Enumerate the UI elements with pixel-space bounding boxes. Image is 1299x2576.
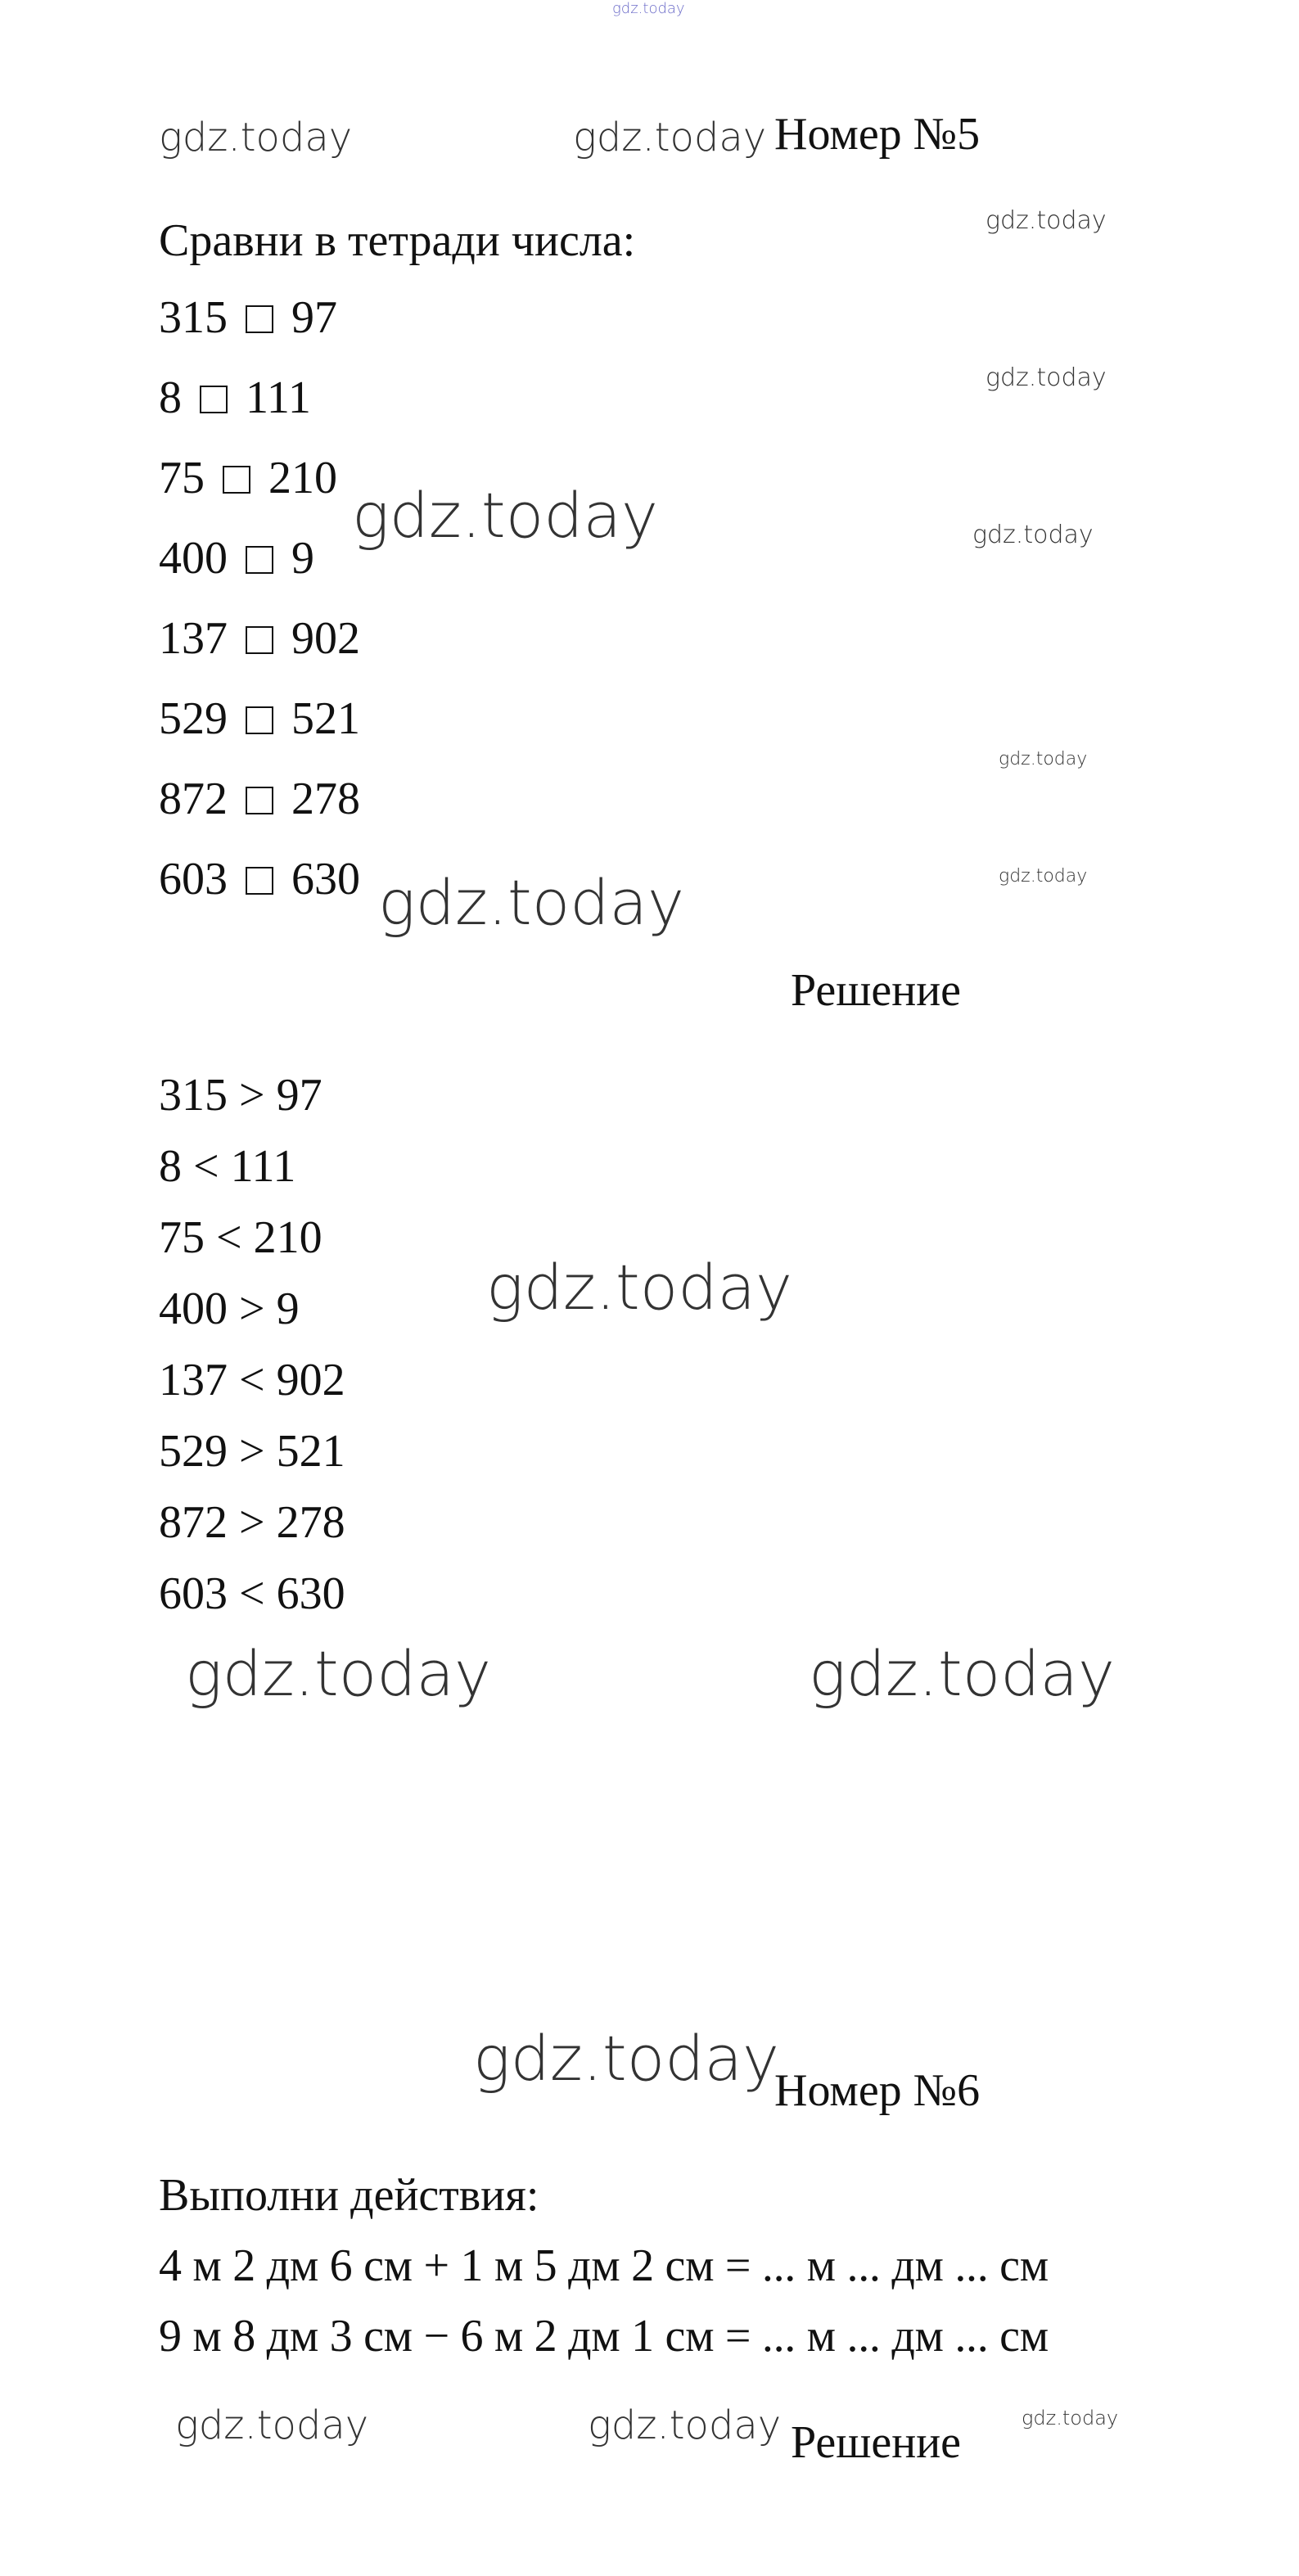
watermark: gdz.today (612, 0, 685, 17)
answer-line: 400 > 9 (159, 1283, 300, 1334)
watermark: gdz.today (486, 1251, 792, 1324)
answer-line: 315 > 97 (159, 1070, 322, 1121)
task5-solution-label: Решение (791, 965, 962, 1016)
watermark: gdz.today (999, 866, 1088, 886)
watermark: gdz.today (185, 1637, 491, 1710)
answer-line: 872 > 278 (159, 1497, 345, 1548)
answer-line: 8 < 111 (159, 1141, 296, 1192)
task6-line: 9 м 8 дм 3 см − 6 м 2 дм 1 см = ... м ... дм ... см (159, 2311, 1049, 2362)
comparison-row: 137 902 (159, 613, 360, 664)
comparison-box (246, 787, 273, 814)
comparison-row: 529 521 (159, 693, 360, 744)
comparison-box (246, 867, 273, 895)
watermark: gdz.today (809, 1637, 1115, 1710)
task5-instruction: Сравни в тетради числа: (159, 215, 636, 266)
comparison-box (223, 466, 250, 494)
answer-line: 529 > 521 (159, 1426, 345, 1477)
comparison-row: 872 278 (159, 774, 360, 824)
watermark: gdz.today (352, 479, 658, 552)
comparison-row: 400 9 (159, 533, 314, 584)
watermark: gdz.today (972, 521, 1094, 549)
answer-line: 603 < 630 (159, 1568, 345, 1619)
watermark: gdz.today (573, 115, 767, 160)
comparison-row: 8 111 (159, 372, 311, 423)
task6-solution-label: Решение (791, 2417, 962, 2468)
task6-line: 4 м 2 дм 6 см + 1 м 5 дм 2 см = ... м ... дм ... см (159, 2240, 1049, 2291)
comparison-box (246, 626, 273, 654)
answer-line: 75 < 210 (159, 1212, 322, 1263)
watermark: gdz.today (473, 2022, 779, 2095)
comparison-row: 75 210 (159, 453, 337, 503)
watermark: gdz.today (159, 115, 353, 160)
comparison-row: 315 97 (159, 292, 337, 343)
watermark: gdz.today (986, 363, 1107, 392)
watermark: gdz.today (378, 866, 684, 939)
watermark: gdz.today (986, 206, 1107, 235)
task6-instruction: Выполни действия: (159, 2170, 539, 2221)
comparison-box (246, 305, 273, 333)
comparison-box (200, 386, 228, 413)
answer-line: 137 < 902 (159, 1355, 345, 1405)
comparison-box (246, 706, 273, 734)
watermark: gdz.today (175, 2402, 369, 2448)
watermark: gdz.today (1022, 2407, 1119, 2429)
watermark: gdz.today (588, 2402, 782, 2448)
task5-title: Номер №5 (774, 109, 981, 160)
comparison-row: 603 630 (159, 854, 360, 905)
comparison-box (246, 546, 273, 574)
task6-title: Номер №6 (774, 2065, 981, 2116)
watermark: gdz.today (999, 749, 1088, 769)
